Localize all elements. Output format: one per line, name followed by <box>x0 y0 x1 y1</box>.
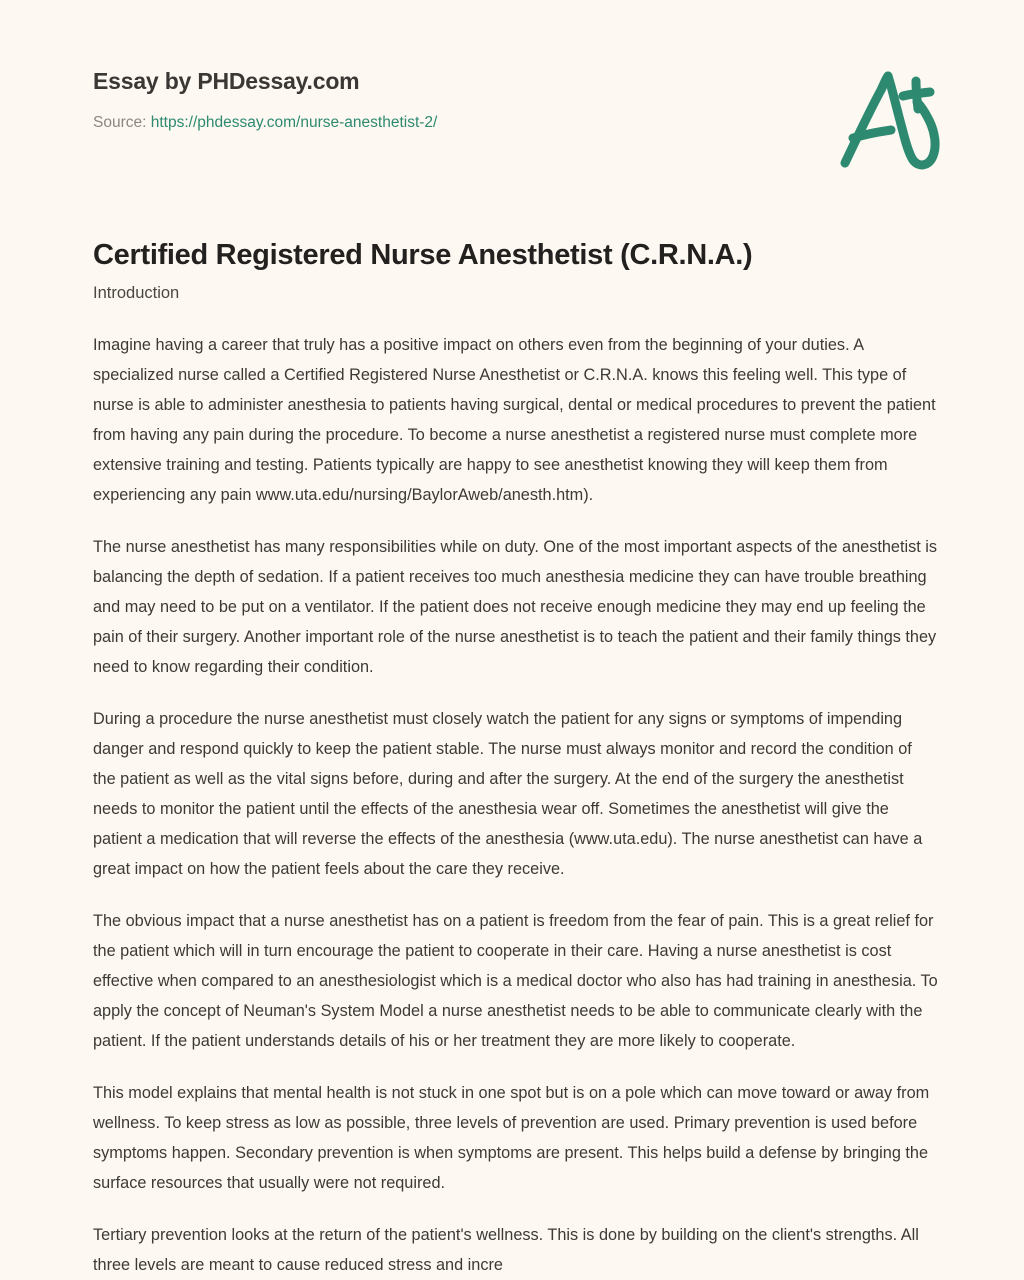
source-url-link[interactable]: https://phdessay.com/nurse-anesthetist-2/ <box>150 113 438 131</box>
brand-title: Essay by PHDessay.com <box>93 68 360 94</box>
essay-paragraph: This model explains that mental health is not stuck in one spot but is on a pole which can move toward or away from wellness. To keep stress as low as possible, three levels of prevention are used. Primary prevention is used before symptoms happen. Secondary prevention is when symptoms are present. This helps build a defense by bringing the surface resources that usually were not required. <box>93 1084 930 1193</box>
essay-paragraph: Tertiary prevention looks at the return of the patient's wellness. This is done by building on the client's strengths. All three levels are meant to cause reduced stress and incre <box>93 1226 919 1275</box>
source-line <box>93 113 949 133</box>
a-plus-logo-icon <box>829 62 949 177</box>
essay-paragraph: The obvious impact that a nurse anesthetist has on a patient is freedom from the fear of pain. This is a great relief for the patient which will in turn encourage the patient to cooperate in their care. Having a nurse anesthetist is cost effective when compared to an anesthesiologist which is a medical doctor who also has had training in anesthesia. To apply the concept of Neuman's System Model a nurse anesthetist needs to be able to communicate clearly with the patient. If the patient understands details of his or her treatment they are more likely to cooperate. <box>93 912 938 1051</box>
essay-paragraph: The nurse anesthetist has many responsibilities while on duty. One of the most important aspects of the anesthetist is balancing the depth of sedation. If a patient receives too much anesthesia medicine they can have trouble breathing and may need to be put on a ventilator. If the patient does not receive enough medicine they may end up feeling the pain of their surgery. Another important role of the nurse anesthetist is to teach the patient and their family things they need to know regarding their condition. <box>93 538 938 677</box>
page-title: Certified Registered Nurse Anesthetist (C.R.N.A.) <box>93 239 753 272</box>
essay-paragraph: During a procedure the nurse anesthetist must closely watch the patient for any signs or symptoms of impending danger and respond quickly to keep the patient stable. The nurse must always monitor and record the condition of the patient as well as the vital signs before, during and after the surgery. At the end of the surgery the anesthetist needs to monitor the patient until the effects of the anesthesia wear off. Sometimes the anesthetist will give the patient a medication that will reverse the effects of the anesthesia (www.uta.edu). The nurse anesthetist can have a great impact on how the patient feels about the care they receive. <box>93 710 923 879</box>
page-header <box>93 68 949 178</box>
section-heading-introduction: Introduction <box>93 284 180 302</box>
source-label: Source: <box>93 113 147 131</box>
essay-body <box>93 282 938 1280</box>
essay-paragraph: Imagine having a career that truly has a positive impact on others even from the beginning of your duties. A specialized nurse called a Certified Registered Nurse Anesthetist or C.R.N.A. knows this feeling well. This type of nurse is able to administer anesthesia to patients having surgical, dental or medical procedures to prevent the patient from having any pain during the procedure. To become a nurse anesthetist a registered nurse must complete more extensive training and testing. Patients typically are happy to see anesthetist knowing they will keep them from experiencing any pain www.uta.edu/nursing/BaylorAweb/anesth.htm). <box>93 336 936 505</box>
